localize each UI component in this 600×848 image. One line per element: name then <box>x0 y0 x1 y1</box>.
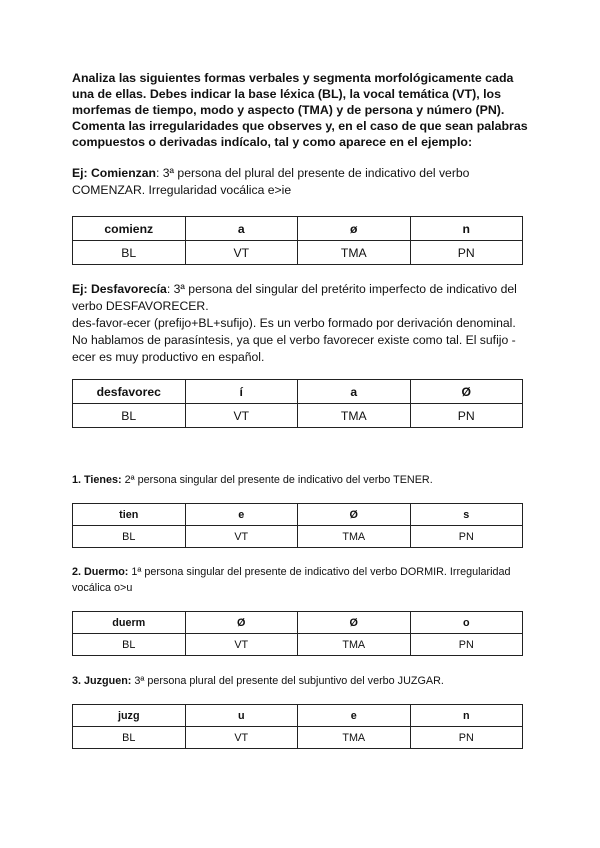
segment-cell: e <box>298 705 411 727</box>
example-2-label: Ej: Desfavorecía <box>72 282 167 296</box>
tag-cell: TMA <box>298 526 411 548</box>
segments-row <box>73 612 523 634</box>
example-1-label: Ej: Comienzan <box>72 166 156 180</box>
segment-cell: ø <box>298 217 411 241</box>
tags-row <box>73 634 523 656</box>
tags-row <box>73 241 523 265</box>
tag-cell: TMA <box>298 727 411 749</box>
segments-row <box>73 380 523 404</box>
tag-cell: VT <box>185 727 298 749</box>
segment-cell: e <box>185 504 298 526</box>
tag-cell: TMA <box>298 404 411 428</box>
segment-cell: Ø <box>185 612 298 634</box>
example-1-text: : 3ª persona del plural del presente de indicativo del verbo COMENZAR. Irregularidad vocálica e>ie <box>72 166 470 197</box>
tag-cell: BL <box>73 526 186 548</box>
exercise-2-text: 1ª persona singular del presente de indicativo del verbo DORMIR. Irregularidad vocálica o>u <box>72 566 511 594</box>
exercise-3-text: 3ª persona plural del presente del subjuntivo del verbo JUZGAR. <box>131 675 444 687</box>
exercise-1-text: 2ª persona singular del presente de indicativo del verbo TENER. <box>121 474 433 486</box>
segment-cell: Ø <box>298 504 411 526</box>
example-1-description <box>72 165 532 199</box>
tags-row <box>73 404 523 428</box>
segment-cell: comienz <box>73 217 186 241</box>
tags-row <box>73 526 523 548</box>
tag-cell: VT <box>185 404 298 428</box>
tag-cell: BL <box>73 727 186 749</box>
tag-cell: VT <box>185 241 298 265</box>
tag-cell: VT <box>185 634 298 656</box>
segment-cell: tien <box>73 504 186 526</box>
exercise-1-label: 1. Tienes: <box>72 474 122 486</box>
segment-cell: a <box>298 380 411 404</box>
segment-cell: n <box>410 705 523 727</box>
tag-cell: TMA <box>298 241 411 265</box>
segments-row <box>73 705 523 727</box>
segment-cell: í <box>185 380 298 404</box>
exercise-3-description <box>72 673 532 689</box>
tags-row <box>73 727 523 749</box>
exercise-3-label: 3. Juzguen: <box>72 675 132 687</box>
segment-cell: o <box>410 612 523 634</box>
segment-cell: a <box>185 217 298 241</box>
tag-cell: BL <box>73 241 186 265</box>
exercise-1-description <box>72 472 532 488</box>
example-2-description <box>72 281 532 366</box>
exercise-2-label: 2. Duermo: <box>72 566 129 578</box>
example-2-comment: des-favor-ecer (prefijo+BL+sufijo). Es un verbo formado por derivación denominal. No hablamos de parasíntesis, ya que el verbo favorecer existe como tal. El sufijo -ecer es muy productivo en español. <box>72 316 516 364</box>
tag-cell: BL <box>73 634 186 656</box>
segment-cell: u <box>185 705 298 727</box>
exercise-3-table <box>72 704 523 749</box>
tag-cell: BL <box>73 404 186 428</box>
tag-cell: PN <box>410 526 523 548</box>
segment-cell: duerm <box>73 612 186 634</box>
exercise-2-table <box>72 611 523 656</box>
tag-cell: VT <box>185 526 298 548</box>
example-2-table <box>72 379 523 428</box>
example-1-table <box>72 216 523 265</box>
segment-cell: Ø <box>410 380 523 404</box>
segment-cell: juzg <box>73 705 186 727</box>
example-2-text: : 3ª persona del singular del pretérito imperfecto de indicativo del verbo DESFAVORECER. <box>72 282 517 313</box>
segments-row <box>73 217 523 241</box>
segment-cell: s <box>410 504 523 526</box>
segment-cell: desfavorec <box>73 380 186 404</box>
segment-cell: Ø <box>298 612 411 634</box>
exercise-1-table <box>72 503 523 548</box>
segment-cell: n <box>410 217 523 241</box>
tag-cell: TMA <box>298 634 411 656</box>
tag-cell: PN <box>410 634 523 656</box>
instructions: Analiza las siguientes formas verbales y segmenta morfológicamente cada una de ellas. Debes indicar la base léxica (BL), la vocal temática (VT), los morfemas de tiempo, modo y aspecto (TMA) y de persona y número (PN). Comenta las irregularidades que observes y, en el caso de que sean palabras compuestos o derivadas indícalo, tal y como aparece en el ejemplo: <box>72 71 528 149</box>
tag-cell: PN <box>410 241 523 265</box>
segments-row <box>73 504 523 526</box>
tag-cell: PN <box>410 727 523 749</box>
tag-cell: PN <box>410 404 523 428</box>
exercise-2-description <box>72 564 532 596</box>
